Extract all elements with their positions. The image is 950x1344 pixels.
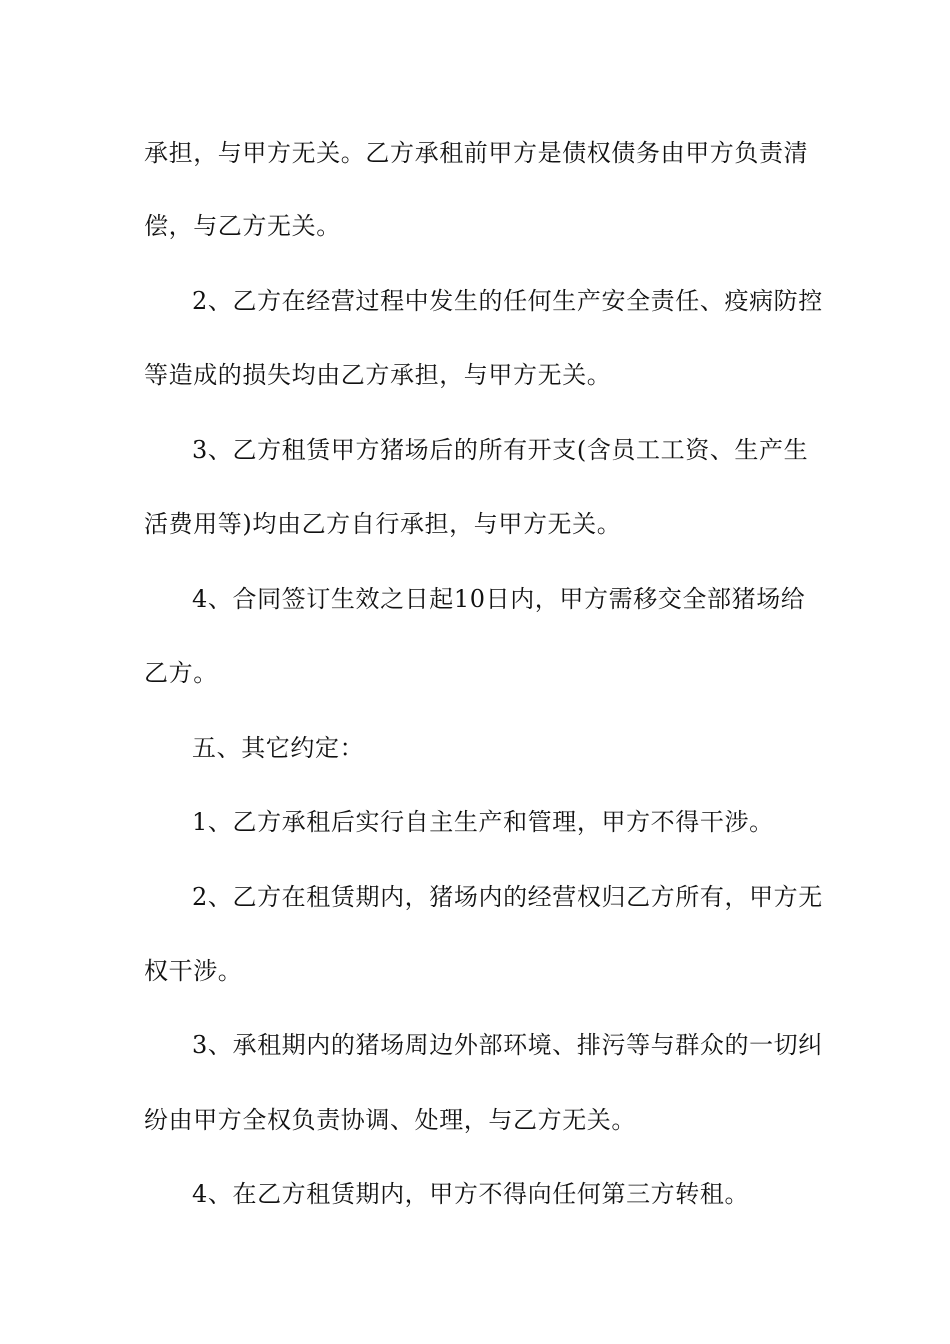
- text-line-4: 等造成的损失均由乙方承担，与甲方无关。: [144, 361, 612, 389]
- text-line-5: 3、乙方租赁甲方猪场后的所有开支(含员工工资、生产生: [192, 436, 809, 464]
- text-line-13: 3、承租期内的猪场周边外部环境、排污等与群众的一切纠: [192, 1031, 823, 1059]
- text-line-12: 权干涉。: [144, 957, 243, 985]
- text-line-1: 承担，与甲方无关。乙方承租前甲方是债权债务由甲方负责清: [144, 139, 809, 167]
- text-line-15: 4、在乙方租赁期内，甲方不得向任何第三方转租。: [192, 1180, 750, 1208]
- text-line-14: 纷由甲方全权负责协调、处理，与乙方无关。: [144, 1106, 636, 1134]
- text-line-8: 乙方。: [144, 659, 218, 687]
- text-line-3: 2、乙方在经营过程中发生的任何生产安全责任、疫病防控: [192, 287, 823, 315]
- section-heading: 五、其它约定：: [192, 734, 365, 762]
- text-line-6: 活费用等)均由乙方自行承担，与甲方无关。: [144, 510, 622, 538]
- text-line-11: 2、乙方在租赁期内，猪场内的经营权归乙方所有，甲方无: [192, 883, 823, 911]
- text-line-2: 偿，与乙方无关。: [144, 212, 341, 240]
- text-line-10: 1、乙方承租后实行自主生产和管理，甲方不得干涉。: [192, 808, 774, 836]
- text-line-7: 4、合同签订生效之日起10日内，甲方需移交全部猪场给: [192, 585, 806, 613]
